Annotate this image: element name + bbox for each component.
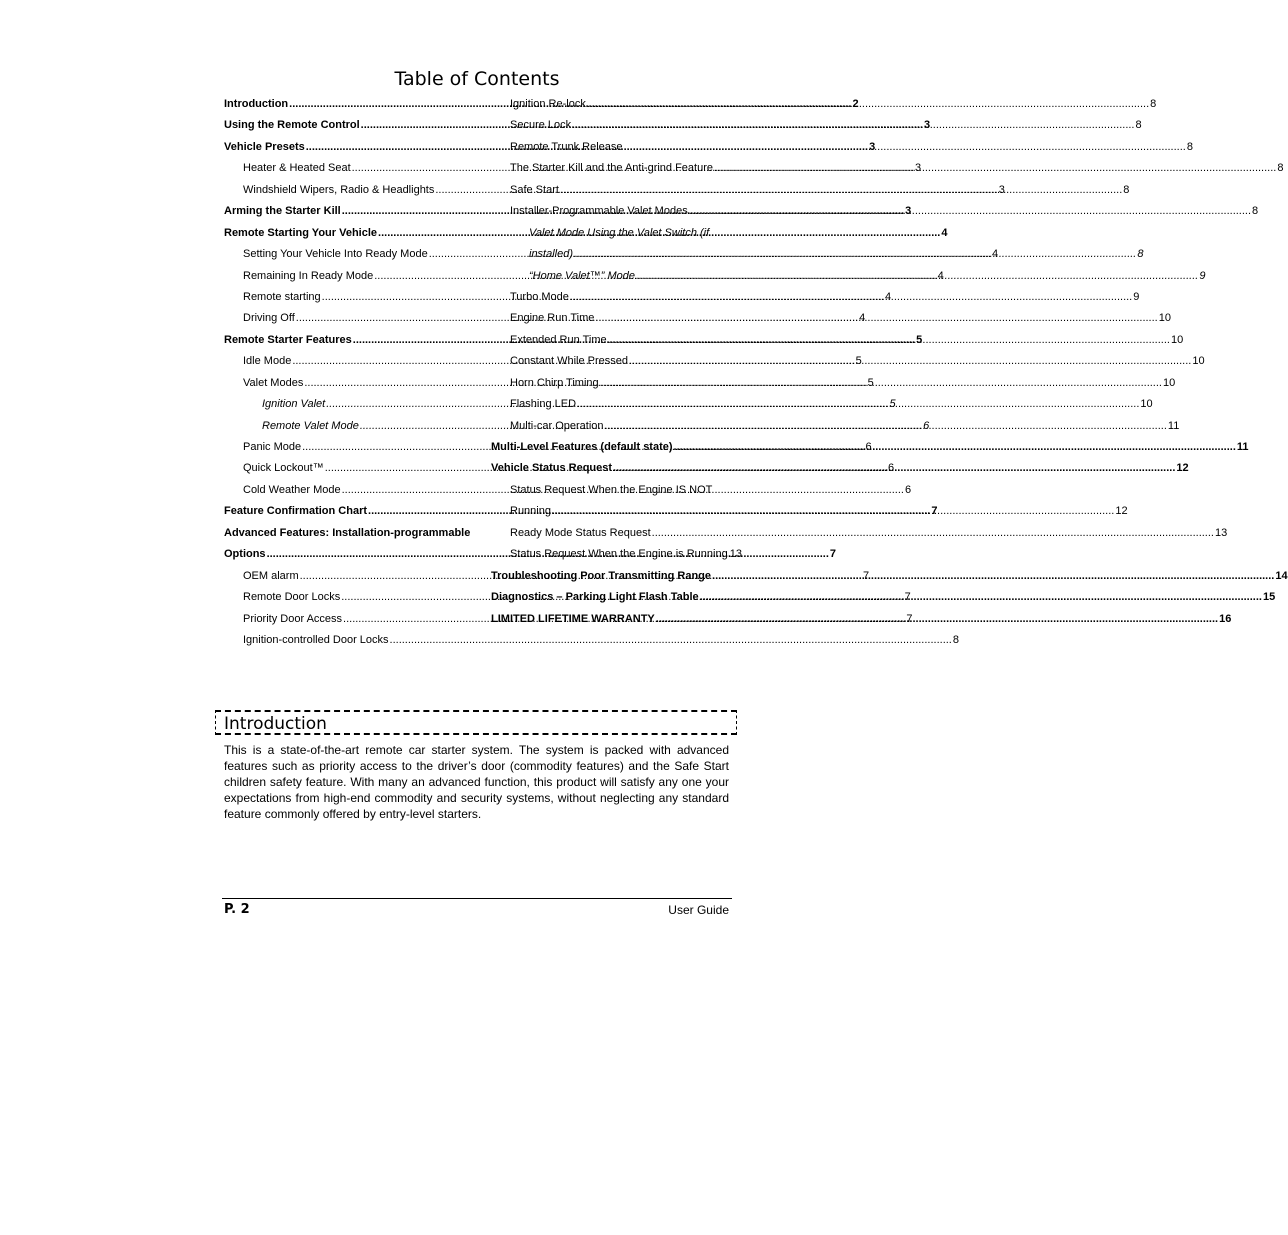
toc-leader-dots — [712, 566, 1274, 587]
toc-leader-dots — [560, 180, 1122, 201]
toc-entry-page: 4 — [885, 290, 892, 303]
toc-entry-page: 4 — [941, 226, 948, 239]
toc-entry-page: 4 — [859, 312, 866, 325]
toc-entry-label: Quick Lockout™ — [243, 462, 324, 475]
toc-entry-page: 10 — [1170, 333, 1184, 346]
toc-entry[interactable] — [224, 630, 959, 651]
toc-entry-page: 7 — [904, 591, 911, 604]
toc-entry-label: Feature Confirmation Chart — [224, 505, 368, 518]
toc-entry-page: 2 — [852, 98, 859, 110]
footer-document-title: User Guide — [668, 903, 729, 917]
toc-leader-dots — [689, 201, 1251, 222]
toc-entry-page: 6 — [888, 462, 895, 475]
toc-entry-page: 8 — [1252, 205, 1259, 218]
toc-right-column — [491, 94, 1288, 630]
toc-entry-page: 3 — [998, 183, 1005, 196]
toc-leader-dots — [636, 266, 1198, 287]
toc-entry-page: 10 — [1192, 355, 1205, 368]
toc-entry-label: Using the Remote Control — [224, 119, 360, 132]
toc-entry[interactable] — [491, 373, 1176, 394]
toc-entry-label: Remote Trunk Release — [510, 140, 623, 153]
toc-entry-label: Troubleshooting Poor Transmitting Range — [491, 569, 712, 582]
toc-leader-dots — [608, 330, 1170, 351]
toc-entry-page: 8 — [1135, 119, 1142, 132]
toc-entry-label: Setting Your Vehicle Into Ready Mode — [243, 248, 428, 261]
toc-entry[interactable] — [491, 480, 729, 501]
toc-leader-dots — [674, 437, 1236, 458]
toc-entry[interactable] — [491, 223, 729, 244]
toc-entry-label: Heater & Heated Seat — [243, 162, 351, 175]
toc-entry[interactable] — [491, 94, 1157, 115]
toc-entry-page: 6 — [923, 419, 930, 432]
toc-entry[interactable] — [491, 287, 1140, 308]
toc-entry-page: 14 — [1275, 569, 1288, 582]
toc-entry-page: 9 — [1199, 269, 1206, 282]
toc-entry-page: 5 — [889, 398, 896, 411]
toc-entry-label: Extended Run Time — [510, 333, 607, 346]
toc-leader-dots — [656, 609, 1218, 630]
toc-entry-page: 3 — [869, 140, 876, 153]
toc-entry[interactable] — [491, 501, 1128, 522]
introduction-heading: Introduction — [224, 714, 327, 734]
toc-entry-page: 3 — [924, 119, 931, 132]
toc-entry-page: 5 — [916, 333, 923, 346]
toc-entry-label: Multi-car Operation — [510, 419, 604, 432]
toc-entry-label: Remaining In Ready Mode — [243, 269, 374, 282]
toc-entry-page: 11 — [1167, 419, 1180, 432]
toc-entry[interactable] — [491, 437, 1249, 458]
toc-entry[interactable] — [491, 137, 1193, 158]
toc-entry-label: Remote Starter Features — [224, 333, 352, 346]
toc-entry-page: 10 — [1162, 376, 1176, 389]
toc-entry-label: Remote Starting Your Vehicle — [224, 226, 378, 239]
toc-leader-dots — [605, 416, 1167, 437]
toc-entry[interactable] — [491, 180, 1130, 201]
toc-entry-page: 4 — [992, 248, 999, 261]
toc-entry-label: Vehicle Status Request — [491, 462, 613, 475]
toc-entry-label: Ignition Re-lock — [510, 98, 586, 110]
toc-entry-label: Status Request When the Engine IS NOT — [510, 483, 713, 496]
toc-entry-page: 6 — [865, 441, 872, 453]
toc-entry-label: Secure Lock — [510, 119, 572, 132]
toc-leader-dots — [613, 458, 1175, 479]
toc-entry-page: 8 — [1123, 183, 1130, 196]
toc-entry-page: 5 — [855, 355, 862, 368]
toc-entry[interactable] — [491, 587, 1276, 608]
toc-leader-dots — [570, 287, 1132, 308]
toc-entry-page: 13 — [1214, 526, 1228, 539]
toc-leader-dots — [600, 373, 1162, 394]
toc-entry-label: Windshield Wipers, Radio & Headlights — [243, 183, 435, 196]
toc-entry-label: Arming the Starter Kill — [224, 205, 341, 218]
toc-leader-dots — [574, 244, 1136, 265]
toc-entry-page: 16 — [1219, 612, 1232, 625]
toc-entry-label: Installer-Programmable Valet Modes — [510, 205, 688, 218]
toc-entry-label: Flashing LED — [510, 398, 577, 411]
toc-entry-page: 7 — [931, 505, 938, 518]
toc-leader-dots — [652, 523, 1214, 544]
toc-entry-label: Safe Start — [510, 183, 559, 196]
toc-entry-label: Advanced Features: Installation-programmable — [224, 526, 471, 539]
toc-entry-label: Cold Weather Mode — [243, 483, 341, 496]
toc-entry[interactable] — [491, 523, 1228, 544]
toc-entry[interactable] — [491, 416, 1180, 437]
toc-entry-label: Diagnostics – Parking Light Flash Table — [491, 591, 699, 604]
toc-entry[interactable] — [491, 394, 1153, 415]
toc-entry-label: Constant While Pressed — [510, 355, 628, 368]
toc-leader-dots — [700, 587, 1262, 608]
toc-entry-page: 10 — [1158, 312, 1171, 325]
toc-entry-page: 4 — [937, 269, 944, 282]
toc-entry-label: Vehicle Presets — [224, 140, 305, 153]
footer-page-number: P. 2 — [224, 902, 250, 917]
toc-entry-label: Turbo Mode — [510, 290, 569, 303]
toc-entry-label: Ignition-controlled Door Locks — [243, 633, 389, 646]
toc-entry-page: 8 — [952, 633, 959, 646]
toc-entry-page: 7 — [906, 612, 913, 625]
footer-divider — [222, 898, 732, 899]
toc-entry[interactable] — [491, 566, 1288, 587]
toc-leader-dots — [624, 137, 1186, 158]
introduction-body: This is a state-of-the-art remote car starter system. The system is packed with advanced features such as priority access to the driver’s door (commodity features) and the Safe Start children safety feature. With many an advanced function, this product will satisfy any one your expectations from high-end commodity and security systems, without neglecting any standard feature commonly offered by entry-level starters. — [224, 743, 729, 821]
toc-entry-page: 6 — [904, 483, 912, 496]
toc-entry-label: OEM alarm — [243, 569, 299, 582]
toc-entry[interactable] — [491, 458, 1189, 479]
toc-leader-dots — [629, 351, 1191, 372]
toc-entry[interactable] — [224, 523, 471, 544]
toc-entry[interactable] — [491, 308, 1171, 329]
toc-entry[interactable] — [491, 351, 1205, 372]
toc-leader-dots — [572, 115, 1134, 136]
toc-leader-dots — [577, 394, 1139, 415]
toc-entry[interactable] — [491, 158, 1284, 179]
toc-entry-page: 12 — [1115, 505, 1128, 518]
toc-entry-page: 10 — [1140, 398, 1153, 411]
toc-entry-label: Priority Door Access — [243, 612, 343, 625]
toc-entry[interactable] — [491, 115, 1142, 136]
toc-entry-label: Introduction — [224, 98, 289, 110]
toc-entry[interactable] — [491, 201, 1259, 222]
toc-entry-page: 7 — [829, 548, 837, 561]
toc-entry-label: LIMITED LIFETIME WARRANTY — [491, 612, 655, 625]
toc-entry[interactable] — [491, 609, 1232, 630]
toc-entry-label: Running — [510, 505, 551, 518]
toc-entry-page: 5 — [867, 376, 874, 389]
toc-entry-label: Multi-Level Features (default state) — [491, 441, 673, 453]
toc-entry[interactable] — [491, 330, 1184, 351]
toc-entry[interactable] — [491, 544, 742, 565]
toc-title: Table of Contents — [394, 67, 560, 90]
toc-entry-page: 8 — [1186, 140, 1193, 153]
toc-entry-label: Valet Modes — [243, 376, 304, 389]
toc-entry-page: 11 — [1236, 441, 1249, 453]
toc-entry[interactable] — [491, 244, 1144, 265]
toc-entry-label: Horn Chirp Timing — [510, 376, 599, 389]
toc-leader-dots — [552, 501, 1114, 522]
toc-entry-label: “Home Valet™” Mode — [529, 269, 635, 282]
toc-leader-dots — [595, 308, 1157, 329]
toc-entry-label: Driving Off — [243, 312, 295, 325]
toc-entry-page: 7 — [862, 569, 870, 582]
toc-entry-page: 13 — [729, 548, 742, 561]
toc-entry-label: Ignition Valet — [262, 398, 326, 411]
toc-leader-dots — [390, 630, 952, 651]
toc-entry-label: Remote Door Locks — [243, 591, 341, 604]
toc-entry-page: 12 — [1176, 462, 1189, 475]
toc-leader-dots — [587, 94, 1149, 115]
toc-entry-label: Valet Mode Using the Valet Switch (if — [529, 226, 710, 239]
toc-entry-label: Options — [224, 548, 266, 561]
toc-entry-page: 8 — [1150, 98, 1157, 110]
toc-entry-page: 9 — [1133, 290, 1140, 303]
toc-entry-label: The Starter Kill and the Anti-grind Feature — [510, 162, 713, 175]
toc-entry-page: 8 — [1277, 162, 1284, 175]
toc-entry-page: 3 — [914, 162, 922, 175]
toc-entry-page: 15 — [1262, 591, 1276, 604]
toc-entry[interactable] — [491, 266, 1206, 287]
toc-leader-dots — [714, 158, 1276, 179]
introduction-heading-box — [215, 710, 737, 735]
toc-entry-label: Remote Valet Mode — [262, 419, 359, 432]
toc-entry-label: Engine Run Time — [510, 312, 595, 325]
toc-entry-label: Remote starting — [243, 290, 321, 303]
toc-entry-page: 8 — [1137, 248, 1144, 261]
toc-entry-label: Ready Mode Status Request — [510, 526, 651, 539]
toc-entry-label: Status Request When the Engine is Running — [510, 548, 728, 561]
toc-entry-page: 3 — [905, 205, 912, 218]
toc-entry-label: installed) — [529, 248, 574, 261]
toc-entry-label: Idle Mode — [243, 355, 292, 368]
toc-entry-label: Panic Mode — [243, 441, 302, 453]
